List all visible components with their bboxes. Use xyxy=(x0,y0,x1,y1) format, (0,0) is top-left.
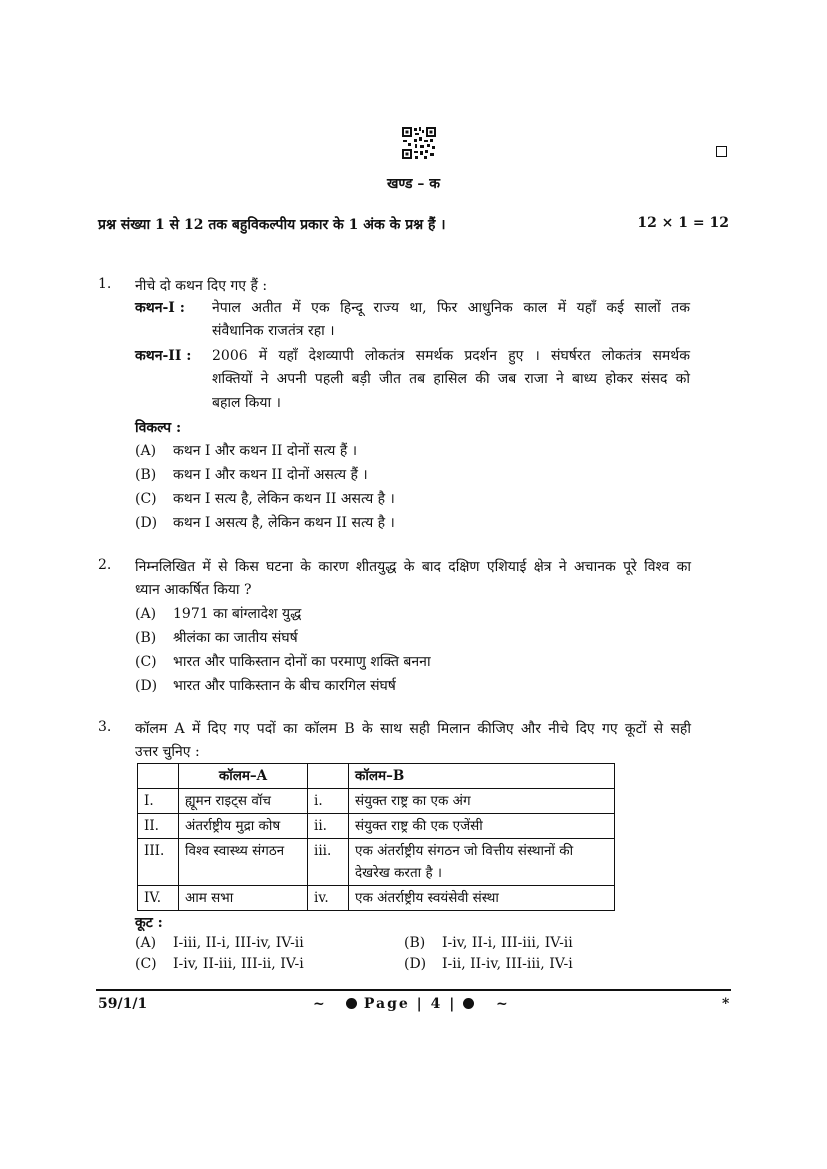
table-row xyxy=(138,789,615,814)
column-a-item: आम सभा xyxy=(179,886,308,911)
question-text-line-1: निम्नलिखित में से किस घटना के कारण शीतयुद्ध के बाद दक्षिण एशियाई क्षेत्र ने अचानक पूरे विश्व का xyxy=(135,559,691,575)
bullet-icon xyxy=(463,998,474,1009)
statement-2-label: कथन-II : xyxy=(135,348,192,364)
row-number-b: iii. xyxy=(308,839,349,886)
paper-code: 59/1/1 xyxy=(98,996,148,1012)
question-number: 1. xyxy=(98,276,112,292)
question-intro: नीचे दो कथन दिए गए हैं : xyxy=(135,278,268,294)
header-cell-empty xyxy=(138,764,179,789)
code-option-d: (D) I-ii, II-iv, III-iii, IV-i xyxy=(404,956,573,972)
row-number-a: I. xyxy=(138,789,179,814)
matching-table xyxy=(137,763,615,911)
footer-tilde-left: ~ xyxy=(313,996,325,1012)
column-b-item-line-1: एक अंतर्राष्ट्रीय संगठन जो वित्तीय संस्थानों की xyxy=(355,843,574,859)
statement-1-line-1: नेपाल अतीत में एक हिन्दू राज्य था, फिर आधुनिक काल में यहाँ कई सालों तक xyxy=(212,300,690,316)
page-indicator xyxy=(346,996,474,1012)
table-header-row xyxy=(138,764,615,789)
statement-2-line-3: बहाल किया । xyxy=(212,395,281,411)
column-b-item: एक अंतर्राष्ट्रीय स्वयंसेवी संस्था xyxy=(349,886,615,911)
option-b: (B) श्रीलंका का जातीय संघर्ष xyxy=(135,630,298,646)
column-b-item-line-2: देखरेख करता है । xyxy=(355,865,443,881)
code-option-c: (C) I-iv, II-iii, III-ii, IV-i xyxy=(135,956,304,972)
column-b-header: कॉलम–B xyxy=(349,764,615,789)
option-c: (C) भारत और पाकिस्तान दोनों का परमाणु शक्ति बनना xyxy=(135,654,431,670)
row-number-a: III. xyxy=(138,839,179,886)
row-number-b: iv. xyxy=(308,886,349,911)
question-number: 2. xyxy=(98,557,112,573)
bullet-icon xyxy=(346,998,357,1009)
statement-1-label: कथन-I : xyxy=(135,300,185,316)
column-b-item: संयुक्त राष्ट्र की एक एजेंसी xyxy=(349,814,615,839)
question-text-line-2: उत्तर चुनिए : xyxy=(135,744,200,760)
section-marks: 12 × 1 = 12 xyxy=(637,215,729,231)
code-option-a: (A) I-iii, II-i, III-iv, IV-ii xyxy=(135,935,304,951)
column-a-item: विश्व स्वास्थ्य संगठन xyxy=(179,839,308,886)
statement-2-line-1: 2006 में यहाँ देशव्यापी लोकतंत्र समर्थक प्रदर्शन हुए । संघर्षरत लोकतंत्र समर्थक xyxy=(212,348,690,364)
column-a-item: अंतर्राष्ट्रीय मुद्रा कोष xyxy=(179,814,308,839)
qr-code xyxy=(402,127,436,159)
row-number-a: II. xyxy=(138,814,179,839)
option-d: (D) भारत और पाकिस्तान के बीच कारगिल संघर्ष xyxy=(135,678,396,694)
options-label: विकल्प : xyxy=(135,420,182,436)
section-instruction: प्रश्न संख्या 1 से 12 तक बहुविकल्पीय प्रकार के 1 अंक के प्रश्न हैं । xyxy=(98,217,446,233)
option-a: (A) कथन I और कथन II दोनों सत्य हैं । xyxy=(135,443,358,459)
codes-label: कूट : xyxy=(135,915,163,931)
statement-2-line-2: शक्तियों ने अपनी पहली बड़ी जीत तब हासिल की जब राजा ने बाध्य होकर संसद को xyxy=(212,371,690,387)
footer-divider xyxy=(96,989,731,991)
corner-checkbox-icon xyxy=(716,146,727,157)
question-text-line-2: ध्यान आकर्षित किया ? xyxy=(135,582,252,598)
table-row xyxy=(138,886,615,911)
option-c: (C) कथन I सत्य है, लेकिन कथन II असत्य है । xyxy=(135,491,395,507)
row-number-b: ii. xyxy=(308,814,349,839)
column-b-item xyxy=(349,839,615,886)
table-row xyxy=(138,814,615,839)
option-d: (D) कथन I असत्य है, लेकिन कथन II सत्य है । xyxy=(135,515,395,531)
column-a-item: ह्यूमन राइट्स वॉच xyxy=(179,789,308,814)
question-text-line-1: कॉलम A में दिए गए पदों का कॉलम B के साथ सही मिलान कीजिए और नीचे दिए गए कूटों से सही xyxy=(135,721,691,737)
column-a-header: कॉलम–A xyxy=(179,764,308,789)
page-number: Page | 4 | xyxy=(363,996,457,1012)
option-a: (A) 1971 का बांग्लादेश युद्ध xyxy=(135,606,302,622)
footer-star: * xyxy=(722,996,730,1012)
statement-1-line-2: संवैधानिक राजतंत्र रहा । xyxy=(212,323,335,339)
column-b-item: संयुक्त राष्ट्र का एक अंग xyxy=(349,789,615,814)
row-number-a: IV. xyxy=(138,886,179,911)
code-option-b: (B) I-iv, II-i, III-iii, IV-ii xyxy=(404,935,573,951)
question-number: 3. xyxy=(98,719,112,735)
option-b: (B) कथन I और कथन II दोनों असत्य हैं । xyxy=(135,467,368,483)
header-cell-empty xyxy=(308,764,349,789)
section-title: खण्ड – क xyxy=(386,176,441,192)
footer-tilde-right: ~ xyxy=(496,996,508,1012)
table-row xyxy=(138,839,615,886)
row-number-b: i. xyxy=(308,789,349,814)
